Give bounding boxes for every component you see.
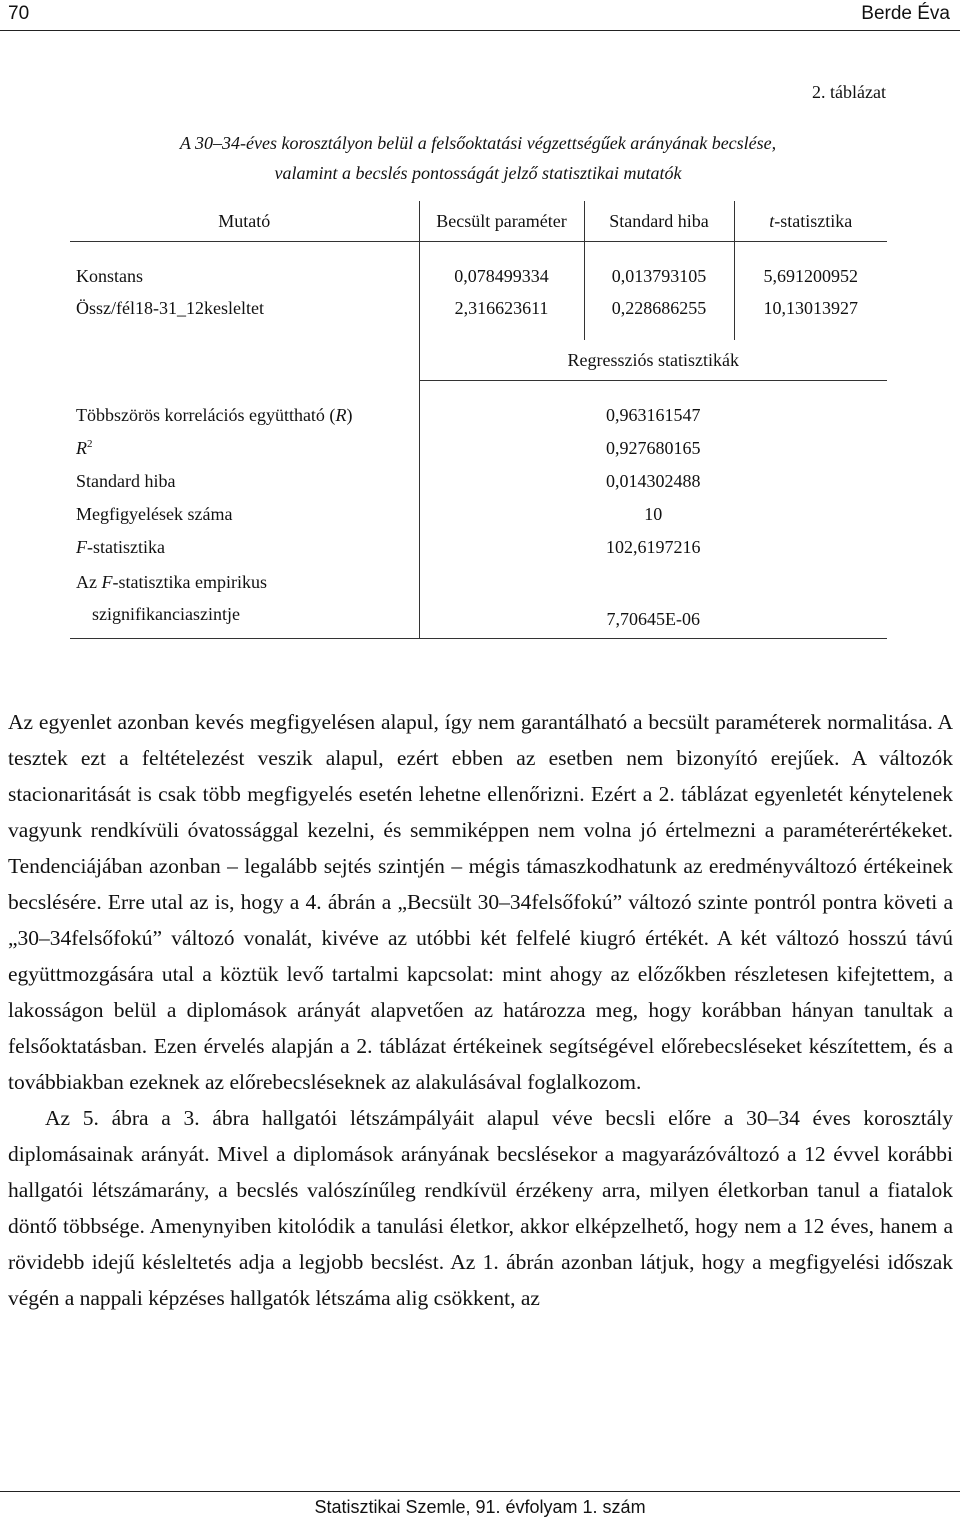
stat-row-significance	[70, 564, 887, 639]
stat-value: 10	[419, 498, 887, 531]
stat-label: Az F-statisztika empirikus szignifikanciaszintje	[70, 564, 419, 639]
table-row	[70, 292, 887, 324]
table-header-row	[70, 201, 887, 242]
stat-row-standard-error	[70, 465, 887, 498]
stat-label: Többszörös korrelációs együttható (R)	[76, 405, 353, 425]
stat-value: 0,963161547	[419, 399, 887, 432]
header-t-statisztika	[734, 201, 887, 242]
header-t-symbol: t	[769, 210, 775, 231]
stat-value: 0,014302488	[419, 465, 887, 498]
row-t: 5,691200952	[734, 260, 887, 292]
row-std: 0,013793105	[584, 260, 734, 292]
paragraph-2: Az 5. ábra a 3. ábra hallgatói létszámpályáit alapul véve becsli előre a 30–34 éves korosztály diplomásainak arányát. Mivel a diplomások arányának becslésekor a magyarázóváltozó a 12 évvel korábbi hallgatói létszámarány, a becslés valószínűleg rendkívül érzékeny arra, milyen életkorban tanul a fiatalok döntő többsége. Amenynyiben kitolódik a tanulási életkor, akkor elképzelhető, hogy nem a 12 éves, hanem a rövidebb idejű késleltetés adja a legjobb becslést. Az 1. ábrán azonban látjuk, hogy a megfigyelési időszak végén a nappali képzéses hallgatók létszáma alig csökkent, az	[8, 1106, 953, 1310]
row-label: Konstans	[76, 265, 143, 286]
spacer-row	[70, 242, 887, 261]
page-footer: Statisztikai Szemle, 91. évfolyam 1. szám	[0, 1491, 960, 1527]
regression-stats-header-row	[70, 340, 887, 381]
spacer-row	[70, 381, 887, 400]
regression-table	[70, 201, 887, 639]
table-row	[70, 260, 887, 292]
stat-label: Megfigyelések száma	[76, 504, 233, 524]
row-param: 0,078499334	[419, 260, 584, 292]
stat-row-r-squared	[70, 432, 887, 465]
stat-row-f-statistic	[70, 531, 887, 564]
caption-line-1: A 30–34-éves korosztályon belül a felsőoktatási végzettségűek arányának becslése,	[179, 133, 777, 153]
paragraph-1: Az egyenlet azonban kevés megfigyelésen alapul, így nem garantálható a becsült paraméterek normalitása. A tesztek ezt a feltételezést veszik alapul, ezért ebben az esetben nem bizonyító erejűek. A változók stacionaritását is csak több megfigyelés esetén lehetne ellenőrizni. Ezért a 2. táblázat egyenletét kénytelenek vagyunk rendkívüli óvatossággal kezelni, és semmiképpen nem volna jó értelmezni a paraméterértékeket. Tendenciájában azonban – legalább sejtés szintjén – mégis támaszkodhatunk az eredményváltozó értékeinek becslésére. Erre utal az is, hogy a 4. ábrán a „Becsült 30–34felsőfokú” változó szinte pontról pontra követi a „30–34felsőfokú” változó vonalát, kivéve az utóbbi két felfelé kiugró értékét. A két változó hosszú távú együttmozgására utal a köztük levő tartalmi kapcsolat: mint ahogy az előzőkben részletesen kifejtettem, a lakosságon belül a diplomások arányát alapvetően az határozza meg, hogy korábban hányan tanultak a felsőoktatásban. Ezen érvelés alapján a 2. táblázat értékeinek segítségével előrebecsléseket készítettem, és a továbbiakban ezeknek az előrebecsléseknek az alakulásával foglalkozom.	[8, 710, 953, 1094]
caption-line-2: valamint a becslés pontosságát jelző statisztikai mutatók	[274, 163, 682, 183]
stat-label: F-statisztika	[76, 537, 165, 557]
body-text	[8, 704, 953, 1316]
stat-value: 0,927680165	[419, 432, 887, 465]
page-header	[0, 0, 960, 31]
header-standard-hiba: Standard hiba	[584, 201, 734, 242]
row-label: Össz/fél18-31_12kesleltet	[76, 297, 264, 318]
row-std: 0,228686255	[584, 292, 734, 324]
header-becsult-parameter: Becsült paraméter	[419, 201, 584, 242]
page-number: 70	[8, 3, 30, 24]
stat-value: 7,70645E-06	[419, 564, 887, 639]
header-mutato: Mutató	[70, 201, 419, 242]
spacer-row	[70, 324, 887, 340]
header-t-rest: -statisztika	[774, 210, 853, 231]
stat-label: Standard hiba	[76, 471, 176, 491]
row-param: 2,316623611	[419, 292, 584, 324]
running-head-author: Berde Éva	[861, 3, 950, 24]
stat-row-observations	[70, 498, 887, 531]
table-label: 2. táblázat	[812, 82, 886, 102]
table-caption	[70, 128, 886, 188]
stat-row-multiple-r	[70, 399, 887, 432]
stat-label: $R^2$	[76, 438, 93, 458]
stat-value: 102,6197216	[419, 531, 887, 564]
row-t: 10,13013927	[734, 292, 887, 324]
regression-stats-header: Regressziós statisztikák	[419, 340, 887, 381]
